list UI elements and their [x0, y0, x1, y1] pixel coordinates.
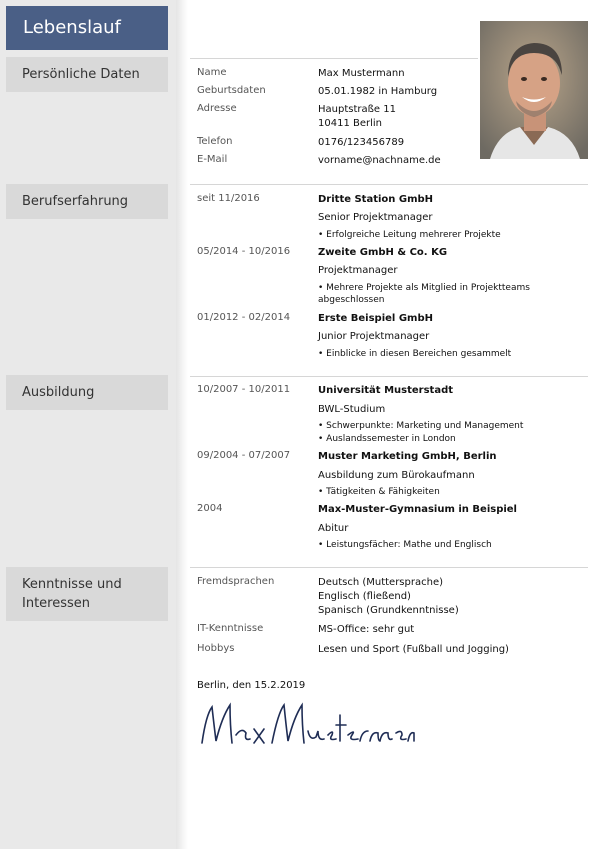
- edu-subject: BWL-Studium: [318, 404, 386, 415]
- label-name: Name: [197, 67, 227, 78]
- sidebar: [0, 0, 176, 849]
- exp-bullet: • Einblicke in diesen Bereichen gesammelt: [318, 349, 512, 359]
- sidebar-shadow: [176, 0, 188, 849]
- section-education: Ausbildung: [6, 375, 168, 410]
- exp-role: Senior Projektmanager: [318, 212, 433, 223]
- exp-bullet-cont: abgeschlossen: [318, 295, 385, 305]
- skill-value: Spanisch (Grundkenntnisse): [318, 605, 459, 616]
- edu-period: 2004: [197, 503, 223, 514]
- exp-period: seit 11/2016: [197, 193, 260, 204]
- section-skills: Kenntnisse und Interessen: [6, 567, 168, 621]
- edu-period: 09/2004 - 07/2007: [197, 450, 291, 461]
- divider: [190, 567, 588, 568]
- divider: [190, 376, 588, 377]
- skill-value: Deutsch (Muttersprache): [318, 577, 443, 588]
- edu-bullet: • Auslandssemester in London: [318, 434, 456, 444]
- value-city: 10411 Berlin: [318, 118, 383, 129]
- edu-subject: Abitur: [318, 523, 349, 534]
- value-email: vorname@nachname.de: [318, 155, 441, 166]
- skill-label-hobbies: Hobbys: [197, 643, 235, 654]
- value-birth: 05.01.1982 in Hamburg: [318, 86, 438, 97]
- value-street: Hauptstraße 11: [318, 104, 396, 115]
- edu-school: Muster Marketing GmbH, Berlin: [318, 451, 497, 462]
- exp-role: Projektmanager: [318, 265, 398, 276]
- exp-company: Erste Beispiel GmbH: [318, 313, 433, 324]
- label-birth: Geburtsdaten: [197, 85, 266, 96]
- value-name: Max Mustermann: [318, 68, 405, 79]
- exp-period: 05/2014 - 10/2016: [197, 246, 291, 257]
- exp-period: 01/2012 - 02/2014: [197, 312, 291, 323]
- section-personal-data: Persönliche Daten: [6, 57, 168, 92]
- skill-value: Englisch (fließend): [318, 591, 411, 602]
- label-email: E-Mail: [197, 154, 228, 165]
- skill-value: MS-Office: sehr gut: [318, 624, 415, 635]
- exp-bullet: • Mehrere Projekte als Mitglied in Projektteams: [318, 283, 530, 293]
- divider: [190, 184, 588, 185]
- label-phone: Telefon: [197, 136, 233, 147]
- label-address: Adresse: [197, 103, 237, 114]
- exp-company: Dritte Station GmbH: [318, 194, 434, 205]
- edu-bullet: • Schwerpunkte: Marketing und Management: [318, 421, 524, 431]
- edu-bullet: • Tätigkeiten & Fähigkeiten: [318, 487, 440, 497]
- skill-value: Lesen und Sport (Fußball und Jogging): [318, 644, 509, 655]
- section-experience: Berufserfahrung: [6, 184, 168, 219]
- profile-photo: [480, 21, 588, 159]
- edu-subject: Ausbildung zum Bürokaufmann: [318, 470, 475, 481]
- document-title: Lebenslauf: [6, 6, 168, 50]
- divider: [190, 58, 478, 59]
- edu-school: Max-Muster-Gymnasium in Beispiel: [318, 504, 517, 515]
- skill-label-languages: Fremdsprachen: [197, 576, 275, 587]
- exp-company: Zweite GmbH & Co. KG: [318, 247, 448, 258]
- exp-bullet: • Erfolgreiche Leitung mehrerer Projekte: [318, 230, 501, 240]
- exp-role: Junior Projektmanager: [318, 331, 430, 342]
- edu-period: 10/2007 - 10/2011: [197, 384, 291, 395]
- edu-school: Universität Musterstadt: [318, 385, 454, 396]
- signature: [198, 695, 418, 759]
- edu-bullet: • Leistungsfächer: Mathe und Englisch: [318, 540, 492, 550]
- place-date: Berlin, den 15.2.2019: [197, 680, 306, 691]
- skill-label-it: IT-Kenntnisse: [197, 623, 264, 634]
- value-phone: 0176/123456789: [318, 137, 405, 148]
